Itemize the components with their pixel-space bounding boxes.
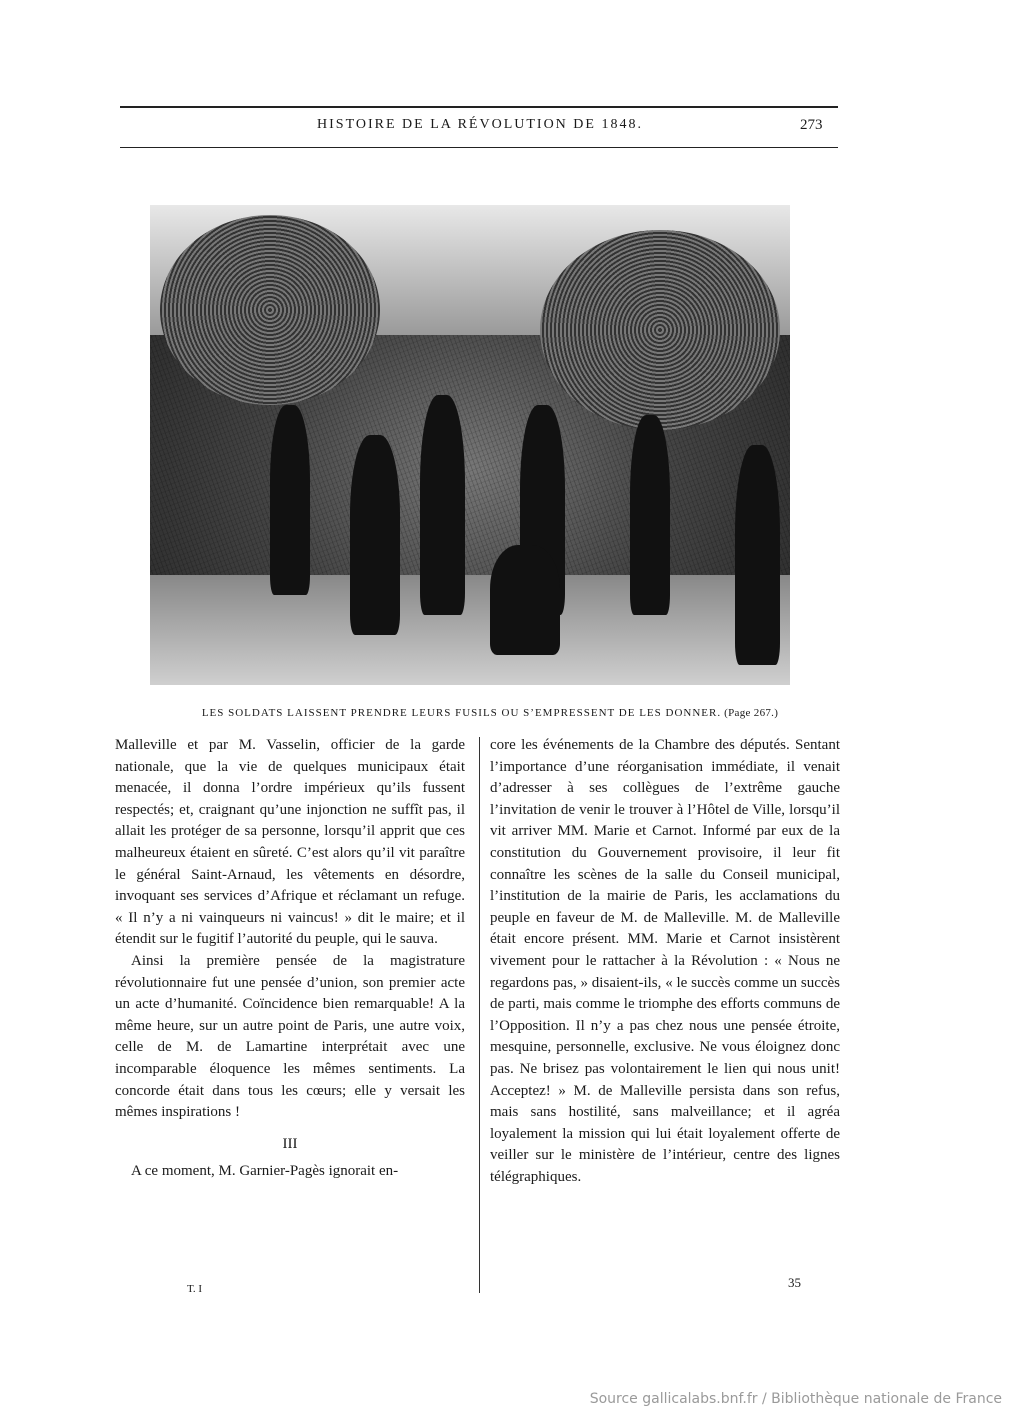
paragraph: A ce moment, M. Garnier-Pagès ignorait en-: [131, 1163, 399, 1180]
engraving-tree-left: [160, 215, 380, 405]
sheet-number: 35: [788, 1275, 801, 1290]
engraving-ground: [150, 575, 790, 685]
engraving-figure: [420, 395, 465, 615]
signature-mark: T. I: [187, 1283, 203, 1295]
running-title: HISTOIRE DE LA RÉVOLUTION DE 1848.: [317, 117, 643, 132]
engraving-figure: [350, 435, 400, 635]
illustration-caption: [150, 707, 830, 719]
page-number: 273: [800, 117, 823, 133]
caption-text: LES SOLDATS LAISSENT PRENDRE LEURS FUSILS OU S’EMPRESSENT DE LES DONNER.: [201, 707, 722, 719]
header-bottom-rule: [120, 147, 838, 148]
left-column: [115, 735, 465, 1183]
engraving-illustration: [150, 205, 790, 685]
right-column: [490, 735, 840, 1188]
engraving-figure: [630, 415, 670, 615]
paragraph: Ainsi la première pensée de la magistrature révolutionnaire fut une pensée d’union, son premier acte un acte d’humanité. Coïncidence bien remarquable! A la même heure, sur un autre point de Paris, une autre voix, celle de M. de Lamartine interprétait avec une incomparable éloquence les mêmes sentiments. La concorde était dans tous les cœurs; elle y versait les mêmes inspirations !: [115, 952, 465, 1121]
source-credit: Source gallicalabs.bnf.fr / Bibliothèque nationale de France: [589, 1391, 1002, 1407]
section-number: III: [282, 1135, 298, 1152]
column-divider: [479, 737, 480, 1293]
header-top-rule: [120, 106, 838, 108]
engraving-figure: [490, 545, 560, 655]
paragraph: core les événements de la Chambre des députés. Sentant l’importance d’une réorganisation immédiate, il venait d’adresser à ses collègues de l’extrême gauche l’invitation de venir le trouver à l’Hôtel de Ville, lorsqu’il vit arriver MM. Marie et Carnot. Informé par eux de la constitution du Gouvernement provisoire, il leur fit connaître les scènes de la salle du Conseil municipal, l’institution de la mairie de Paris, les acclamations du peuple en faveur de M. de Malleville. M. de Malleville était encore présent. MM. Marie et Carnot insistèrent vivement pour le rattacher à la Révolution : « Nous ne regardons pas, » disaient-ils, « le succès comme un succès de parti, mais comme le triomphe des efforts communs de l’Opposition. Il n’y a pas chez nous une pensée étroite, mesquine, personnelle, exclusive. Ne vous éloignez donc pas. Ne brisez pas volontairement le lien qui nous unit! Acceptez! » M. de Malleville persista dans son refus, mais sans hostilité, sans malveillance; et il agréa loyalement la mission qui lui était loyalement offerte de veiller sur le ministère de l’intérieur, centre des lignes télégraphiques.: [490, 737, 840, 1185]
engraving-figure: [270, 405, 310, 595]
caption-page-ref: (Page 267.): [724, 707, 779, 719]
engraving-tree-right: [540, 230, 780, 430]
paragraph: Malleville et par M. Vasselin, officier de la garde nationale, que la vie de quelques municipaux était menacée, il donna l’ordre impérieux qu’ils fussent respectés; et, craignant qu’une injonction ne suffît pas, il allait les protéger de sa personne, lorsqu’il apprit que ces malheureux étaient en sûreté. C’est alors qu’il vit paraître le général Saint-Arnaud, les vêtements en désordre, invoquant ses services d’Afrique et réclamant un refuge. « Il n’y a ni vainqueurs ni vaincus! » dit le maire; et il étendit sur le fugitif l’autorité du peuple, qui le sauva.: [115, 737, 465, 948]
engraving-figure: [735, 445, 780, 665]
